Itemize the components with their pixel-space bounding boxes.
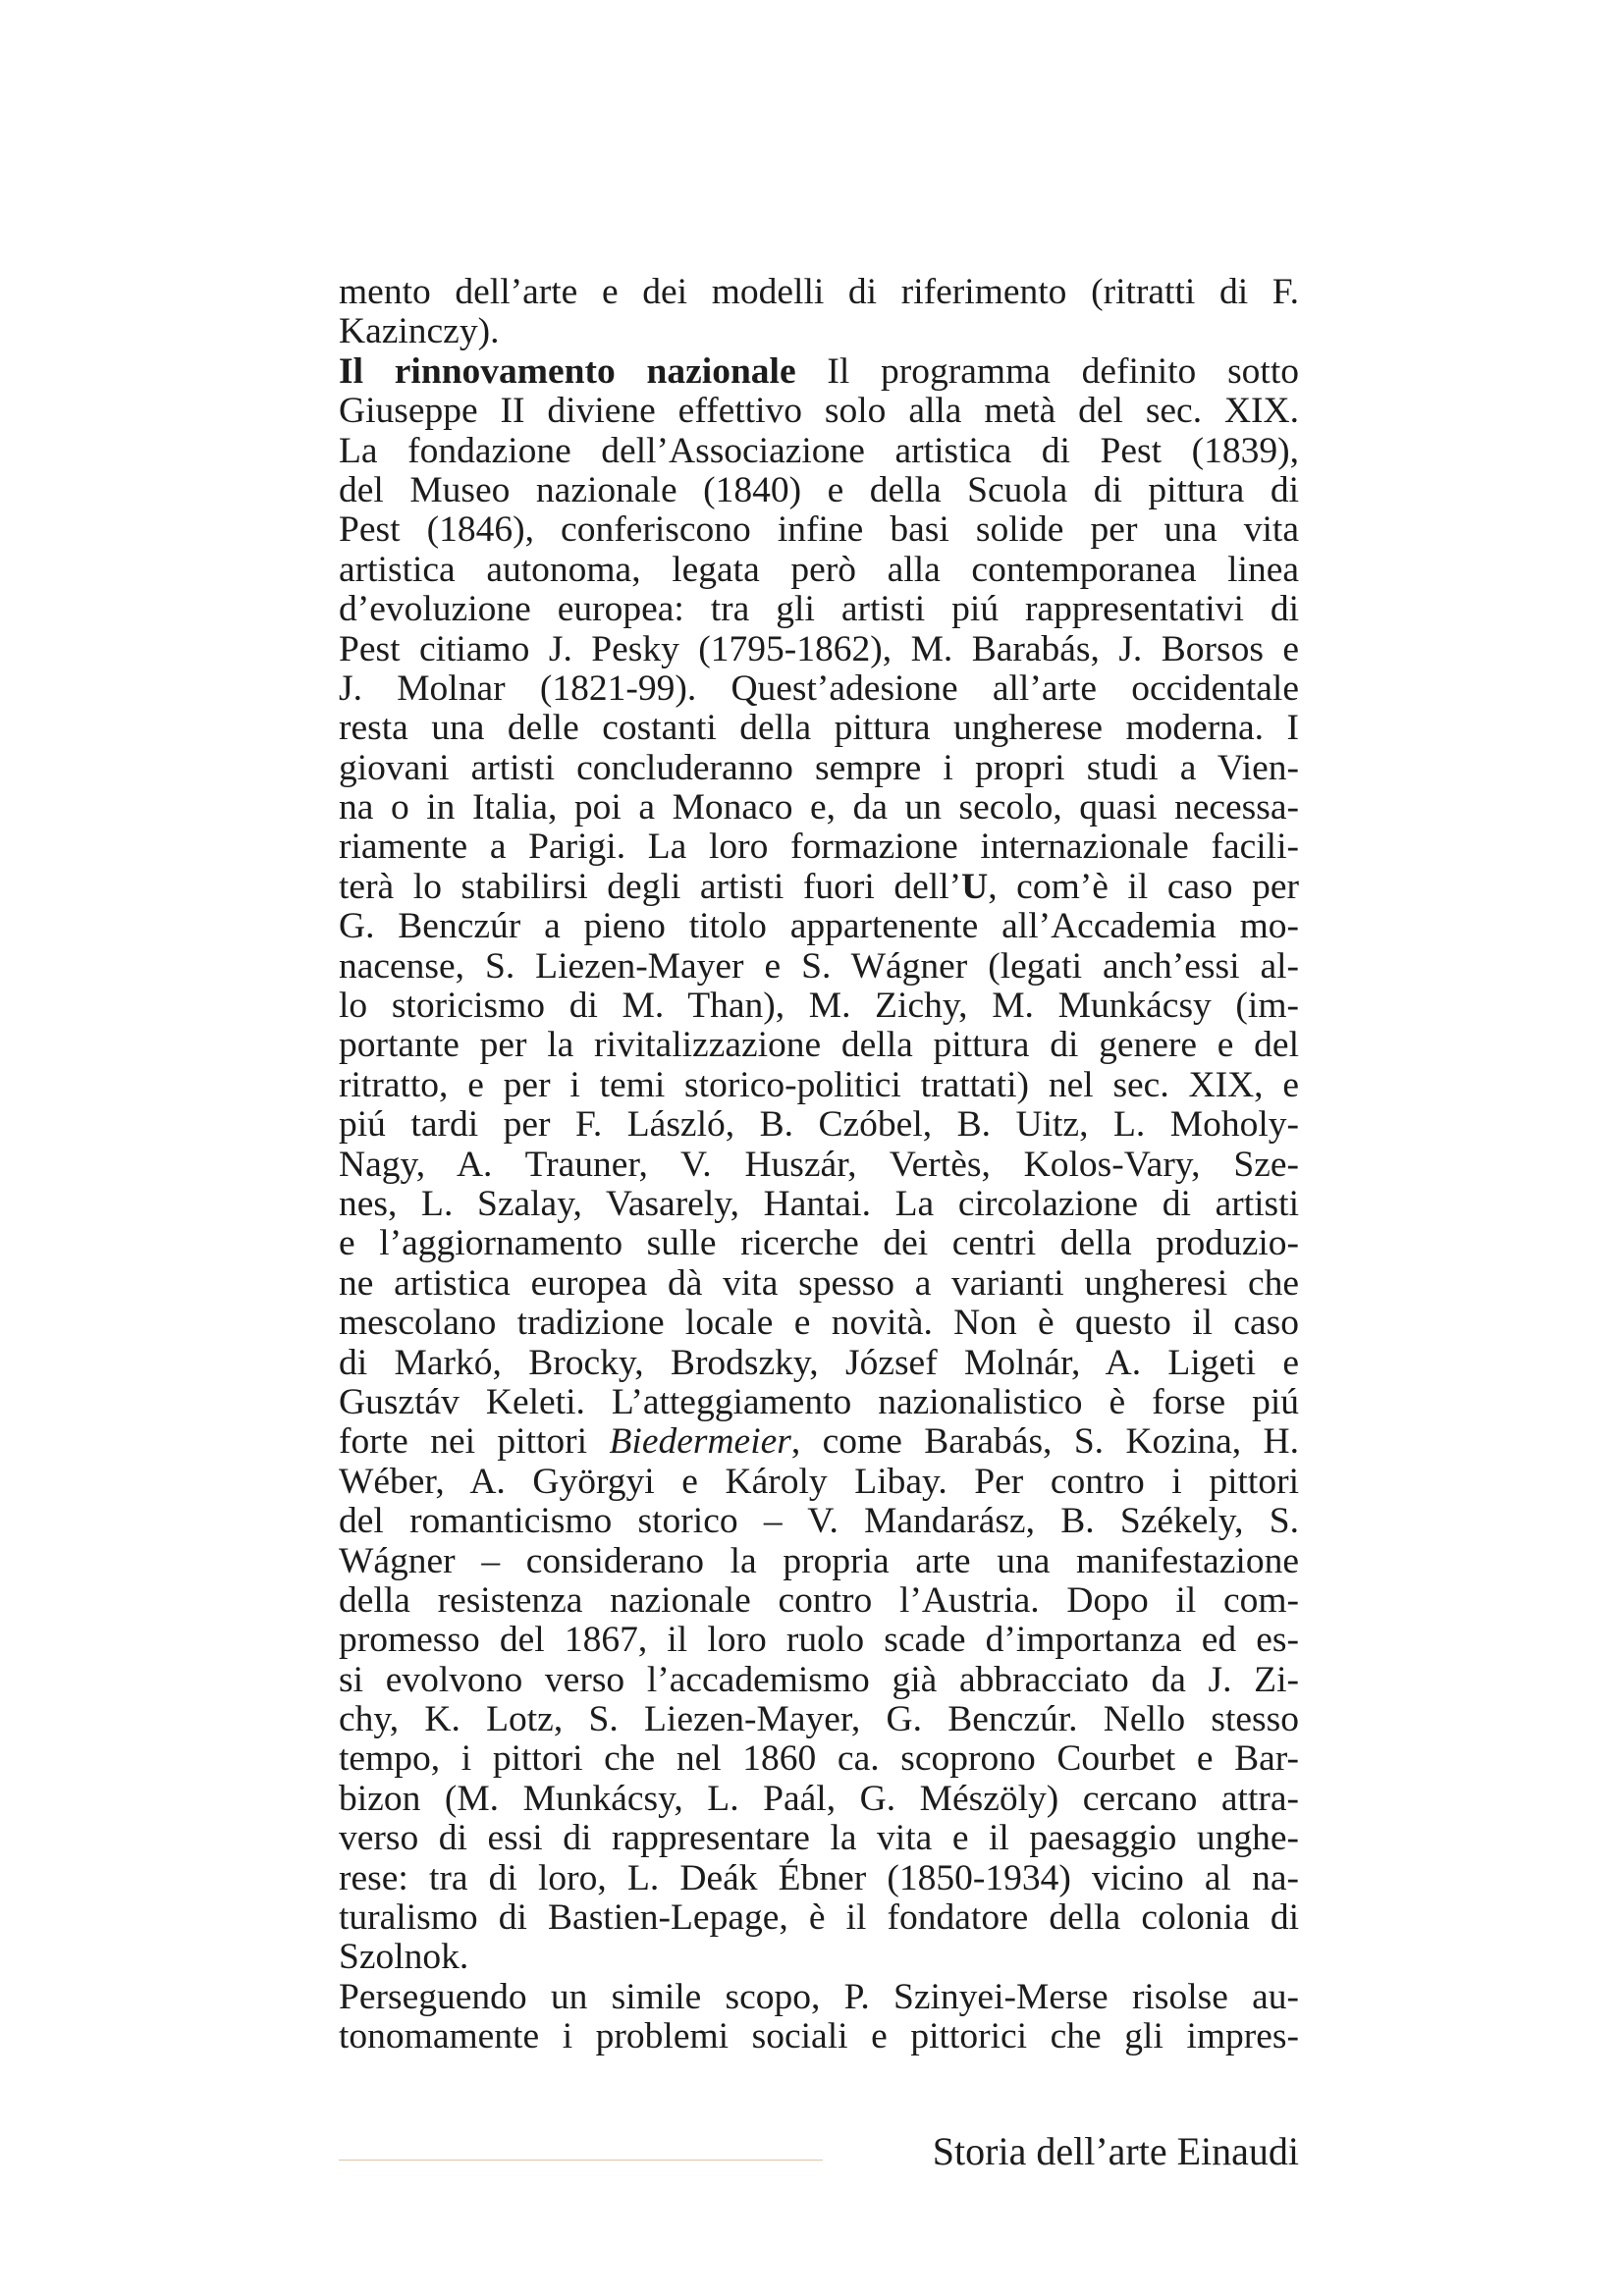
line-text: Giuseppe II diviene effettivo solo alla metà del sec. XIX. xyxy=(339,391,1299,432)
text-line xyxy=(339,1185,1299,1224)
text-line xyxy=(339,1621,1299,1660)
line-text: terà lo stabilirsi degli artisti fuori dell’ xyxy=(339,866,962,907)
line-text: G. Benczúr a pieno titolo appartenente all’Accademia mo- xyxy=(339,906,1299,947)
line-text: chy, K. Lotz, S. Liezen-Mayer, G. Benczúr. Nello stesso xyxy=(339,1699,1299,1740)
text-line xyxy=(339,1026,1299,1065)
line-text: Nagy, A. Trauner, V. Huszár, Vertès, Kolos-Vary, Sze- xyxy=(339,1144,1299,1185)
footer-rule xyxy=(339,2160,823,2161)
text-line xyxy=(339,1264,1299,1304)
text-line xyxy=(339,392,1299,431)
line-text: e l’aggiornamento sulle ricerche dei centri della produzio- xyxy=(339,1223,1299,1264)
text-line xyxy=(339,1978,1299,2017)
line-text: turalismo di Bastien-Lepage, è il fondatore della colonia di xyxy=(339,1897,1299,1939)
text-line xyxy=(339,510,1299,550)
text-line xyxy=(339,1819,1299,1858)
text-line xyxy=(339,1502,1299,1541)
line-text: verso di essi di rappresentare la vita e il paesaggio unghe- xyxy=(339,1818,1299,1859)
text-line xyxy=(339,1344,1299,1383)
text-line xyxy=(339,590,1299,629)
line-text: nes, L. Szalay, Vasarely, Hantai. La circolazione di artisti xyxy=(339,1183,1299,1224)
text-line xyxy=(339,1383,1299,1422)
line-text: giovani artisti concluderanno sempre i propri studi a Vien- xyxy=(339,747,1299,788)
line-text: della resistenza nazionale contro l’Austria. Dopo il com- xyxy=(339,1579,1299,1621)
line-text: lo storicismo di M. Than), M. Zichy, M. Munkácsy (im- xyxy=(339,986,1299,1027)
cross-reference: U xyxy=(961,866,989,907)
line-text: mento dell’arte e dei modelli di riferimento (ritratti di F. xyxy=(339,272,1299,312)
line-text: d’evoluzione europea: tra gli artisti piú rappresentativi di xyxy=(339,589,1299,630)
text-line xyxy=(339,1700,1299,1739)
line-text: tempo, i pittori che nel 1860 ca. scoprono Courbet e Bar- xyxy=(339,1738,1299,1780)
line-text: J. Molnar (1821-99). Quest’adesione all’arte occidentale xyxy=(339,667,1299,709)
line-text: , com’è il caso per xyxy=(988,866,1300,907)
line-text: artistica autonoma, legata però alla contemporanea linea xyxy=(339,549,1299,590)
text-line xyxy=(339,1422,1299,1462)
text-line xyxy=(339,1224,1299,1263)
text-line xyxy=(339,1780,1299,1819)
body-text xyxy=(339,273,1299,2057)
line-text: na o in Italia, poi a Monaco e, da un secolo, quasi necessa- xyxy=(339,787,1299,828)
text-line xyxy=(339,907,1299,946)
text-line xyxy=(339,1898,1299,1938)
text-line xyxy=(339,947,1299,987)
line-text: piú tardi per F. László, B. Czóbel, B. Uitz, L. Moholy- xyxy=(339,1104,1299,1146)
line-text: rese: tra di loro, L. Deák Ébner (1850-1934) vicino al na- xyxy=(339,1857,1299,1898)
line-text: ritratto, e per i temi storico-politici trattati) nel sec. XIX, e xyxy=(339,1064,1299,1105)
text-line xyxy=(339,788,1299,828)
text-line xyxy=(339,1739,1299,1779)
line-text: tonomamente i problemi sociali e pittorici che gli impres- xyxy=(339,2016,1299,2057)
text-line xyxy=(339,868,1299,907)
text-line xyxy=(339,273,1299,312)
line-text: del romanticismo storico – V. Mandarász, B. Székely, S. xyxy=(339,1501,1299,1542)
text-line xyxy=(339,709,1299,748)
line-text: resta una delle costanti della pittura ungherese moderna. I xyxy=(339,708,1299,749)
line-text: mescolano tradizione locale e novità. Non è questo il caso xyxy=(339,1303,1299,1344)
line-text: Il programma definito sotto xyxy=(795,350,1299,392)
text-line xyxy=(339,1304,1299,1343)
line-text: La fondazione dell’Associazione artistica di Pest (1839), xyxy=(339,430,1299,471)
line-text: , come Barabás, S. Kozina, H. xyxy=(790,1421,1300,1463)
text-line xyxy=(339,1581,1299,1621)
text-line xyxy=(339,312,1299,351)
text-line xyxy=(339,987,1299,1026)
text-line xyxy=(339,1463,1299,1502)
line-text: Kazinczy). xyxy=(339,311,500,352)
section-heading: Il rinnovamento nazionale xyxy=(339,350,796,392)
line-text: Gusztáv Keleti. L’atteggiamento nazionalistico è forse piú xyxy=(339,1381,1299,1422)
line-text: portante per la rivitalizzazione della pittura di genere e del xyxy=(339,1025,1299,1066)
text-line xyxy=(339,1661,1299,1700)
italic-term: Biedermeier xyxy=(609,1421,791,1463)
text-line xyxy=(339,1066,1299,1105)
text-line xyxy=(339,1105,1299,1145)
text-line xyxy=(339,828,1299,867)
text-line xyxy=(339,1859,1299,1898)
line-text: Wéber, A. Györgyi e Károly Libay. Per contro i pittori xyxy=(339,1461,1299,1502)
text-line xyxy=(339,749,1299,788)
line-text: Wágner – considerano la propria arte una manifestazione xyxy=(339,1540,1299,1581)
text-line xyxy=(339,471,1299,510)
line-text: Pest (1846), conferiscono infine basi solide per una vita xyxy=(339,509,1299,551)
text-line xyxy=(339,551,1299,590)
text-line xyxy=(339,669,1299,709)
line-text: Perseguendo un simile scopo, P. Szinyei-Merse risolse au- xyxy=(339,1976,1299,2017)
line-text: si evolvono verso l’accademismo già abbracciato da J. Zi- xyxy=(339,1659,1299,1700)
text-line xyxy=(339,1146,1299,1185)
line-text: bizon (M. Munkácsy, L. Paál, G. Mészöly) cercano attra- xyxy=(339,1778,1299,1819)
text-line xyxy=(339,1542,1299,1581)
text-line xyxy=(339,352,1299,392)
text-line xyxy=(339,2017,1299,2056)
text-line xyxy=(339,630,1299,669)
line-text: forte nei pittori xyxy=(339,1421,610,1463)
line-text: ne artistica europea dà vita spesso a varianti ungheresi che xyxy=(339,1262,1299,1304)
line-text: di Markó, Brocky, Brodszky, József Molnár, A. Ligeti e xyxy=(339,1342,1299,1383)
line-text: del Museo nazionale (1840) e della Scuola di pittura di xyxy=(339,469,1299,510)
text-line xyxy=(339,1938,1299,1977)
footer-title: Storia dell’arte Einaudi xyxy=(932,2129,1299,2173)
line-text: nacense, S. Liezen-Mayer e S. Wágner (legati anch’essi al- xyxy=(339,945,1299,987)
line-text: promesso del 1867, il loro ruolo scade d’importanza ed es- xyxy=(339,1620,1299,1661)
line-text: Szolnok. xyxy=(339,1937,469,1978)
line-text: riamente a Parigi. La loro formazione internazionale facili- xyxy=(339,827,1299,868)
line-text: Pest citiamo J. Pesky (1795-1862), M. Barabás, J. Borsos e xyxy=(339,628,1299,669)
text-line xyxy=(339,432,1299,471)
